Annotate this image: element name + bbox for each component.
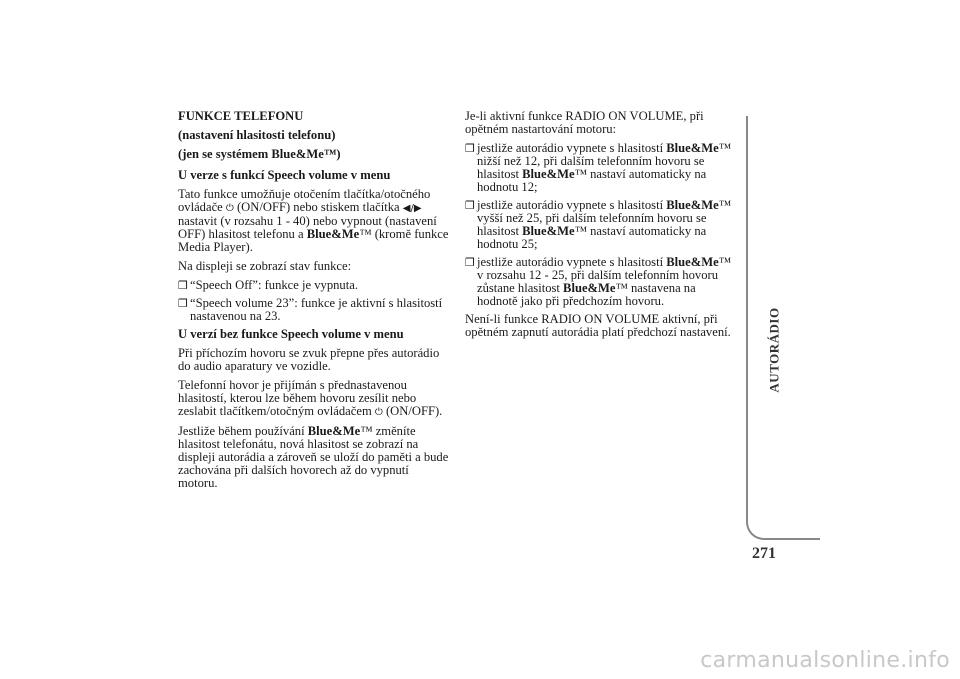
watermark: carmanualsonline.info	[700, 648, 950, 673]
right-column	[465, 110, 737, 345]
section-tab-label: AUTORÁDIO	[767, 307, 783, 393]
brand-name: Blue&Me	[522, 167, 575, 181]
left-column	[178, 110, 450, 496]
brand-name: Blue&Me	[666, 255, 719, 269]
power-icon: ⏻	[374, 407, 383, 418]
brand-name: Blue&Me	[306, 227, 360, 241]
paragraph-incoming-call: Při příchozím hovoru se zvuk přepne přes autorádio do audio aparatury ve vozidle.	[178, 346, 440, 373]
list-item: ❒ jestliže autorádio vypnete s hlasitostí Blue&Me™ v rozsahu 12 - 25, při dalším telefonním hovoru zůstane hlasitost Blue&Me™ nastavena na hodnotě jako při předchozím hovoru.	[465, 255, 732, 308]
paragraph-radio-off-volume: Není-li funkce RADIO ON VOLUME aktivní, při opětném zapnutí autorádia platí předchozí nastavení.	[465, 312, 731, 339]
brand-name: Blue&Me	[666, 141, 719, 155]
brand-name: Blue&Me	[522, 224, 575, 238]
brand-name: Blue&Me	[666, 198, 719, 212]
checkbox-bullet-icon: ❒	[465, 199, 475, 212]
brand-name: Blue&Me	[563, 281, 616, 295]
checkbox-bullet-icon: ❒	[465, 142, 475, 155]
checkbox-bullet-icon: ❒	[465, 256, 475, 269]
list-item: ❒ “Speech volume 23”: funkce je aktivní s hlasitostí nastavenou na 23.	[178, 296, 443, 323]
heading-title: FUNKCE TELEFONU	[178, 109, 304, 123]
list-item: ❒ “Speech Off”: funkce je vypnuta.	[178, 278, 358, 292]
list-item: ❒ jestliže autorádio vypnete s hlasitostí Blue&Me™ vyšší než 25, při dalším telefonním hovoru se hlasitost Blue&Me™ nastaví automaticky na hodnotu 25;	[465, 198, 732, 251]
paragraph-radio-on-volume: Je-li aktivní funkce RADIO ON VOLUME, při opětném nastartování motoru:	[465, 109, 704, 136]
paragraph-display-status: Na displeji se zobrazí stav funkce:	[178, 259, 352, 273]
checkbox-bullet-icon: ❒	[178, 297, 188, 310]
arrow-left-right-icon: ◀/▶	[402, 203, 422, 214]
paragraph-call-volume: Telefonní hovor je přijímán s přednastavenou hlasitostí, kterou lze během hovoru zesílit nebo zeslabit tlačítkem/otočným ovládačem ⏻ (ON/OFF).	[178, 378, 443, 418]
subheading-without-speech-volume: U verzí bez funkce Speech volume v menu	[178, 327, 404, 341]
paragraph-function-description: Tato funkce umožňuje otočením tlačítka/otočného ovládače ⏻ (ON/OFF) nebo stiskem tlačítka ◀/▶ nastavit (v rozsahu 1 - 40) nebo vypnout (nastavení OFF) hlasitost telefonu a Blue&Me™ (kromě funkce Media Player).	[178, 187, 449, 254]
heading-subtitle: (nastavení hlasitosti telefonu)	[178, 128, 336, 142]
section-tab	[765, 300, 785, 400]
list-item: ❒ jestliže autorádio vypnete s hlasitostí Blue&Me™ nižší než 12, při dalším telefonním hovoru se hlasitost Blue&Me™ nastaví automaticky na hodnotu 12;	[465, 141, 732, 194]
checkbox-bullet-icon: ❒	[178, 279, 188, 292]
paragraph-volume-memory: Jestliže během používání Blue&Me™ změníte hlasitost telefonátu, nová hlasitost se zobrazí na displeji autorádia a zároveň se uloží do paměti a bude zachována při dalších hovorech až do vypnutí motoru.	[178, 424, 449, 490]
brand-name: Blue&Me	[307, 424, 361, 438]
heading-note: (jen se systémem Blue&Me™)	[178, 147, 341, 161]
subheading-speech-volume: U verze s funkcí Speech volume v menu	[178, 168, 391, 182]
page-number: 271	[752, 545, 776, 562]
power-icon: ⏻	[225, 203, 234, 214]
section-heading	[178, 110, 450, 161]
